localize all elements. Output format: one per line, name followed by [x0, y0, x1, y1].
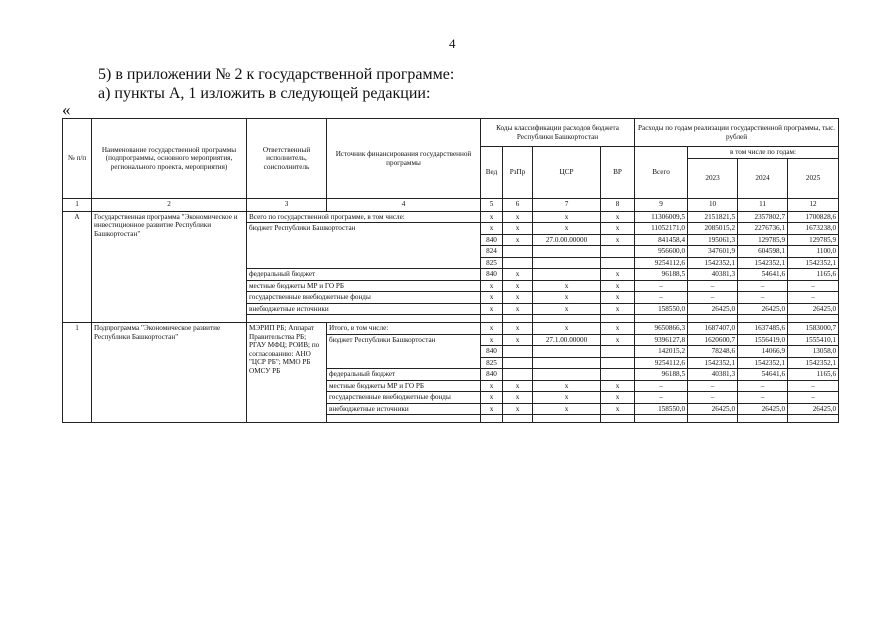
header-vr: ВР — [601, 147, 635, 199]
program-ved: 824 — [481, 246, 503, 257]
program-value: 1700828,6 — [788, 212, 839, 223]
subprogram-rzpr: x — [503, 380, 533, 391]
intro-line-2: а) пункты А, 1 изложить в следующей редакции: — [98, 85, 431, 102]
subprogram-value: 1542352,1 — [738, 357, 788, 368]
program-value: – — [688, 292, 738, 303]
subprogram-value: 1687407,0 — [688, 323, 738, 334]
subprogram-value: 26425,0 — [738, 403, 788, 414]
program-rzpr: x — [503, 269, 533, 280]
program-value: 2085015,2 — [688, 223, 738, 234]
subprogram-value: – — [788, 392, 839, 403]
subprogram-ved: 840 — [481, 346, 503, 357]
subprogram-value: 9396127,8 — [635, 334, 688, 345]
column-number: 12 — [788, 199, 839, 212]
subprogram-vr: x — [601, 380, 635, 391]
subprogram-value: 54641,6 — [738, 369, 788, 380]
subprogram-spacer-cell — [327, 415, 481, 423]
program-value: – — [635, 280, 688, 291]
header-rzpr: РзПр — [503, 147, 533, 199]
program-vr: x — [601, 280, 635, 291]
subprogram-value: 9254112,6 — [635, 357, 688, 368]
program-value: 1165,6 — [788, 269, 839, 280]
header-ved: Вед — [481, 147, 503, 199]
subprogram-vr: x — [601, 392, 635, 403]
subprogram-row — [63, 323, 839, 334]
subprogram-value: 1583000,7 — [788, 323, 839, 334]
subprogram-csr — [533, 369, 601, 380]
subprogram-name: Подпрограмма "Экономическое развитие Республики Башкортостан" — [92, 323, 247, 423]
program-value: 40381,3 — [688, 269, 738, 280]
subprogram-ved: x — [481, 334, 503, 345]
column-numbers-row — [63, 199, 839, 212]
program-value: 956600,0 — [635, 246, 688, 257]
program-vr: x — [601, 234, 635, 245]
subprogram-value: 13058,0 — [788, 346, 839, 357]
program-spacer-cell — [688, 315, 738, 323]
subprogram-value: – — [788, 380, 839, 391]
program-vr — [601, 257, 635, 268]
program-csr: x — [533, 223, 601, 234]
program-value: – — [738, 292, 788, 303]
subprogram-value: – — [688, 380, 738, 391]
program-value: – — [788, 292, 839, 303]
program-csr: 27.0.00.00000 — [533, 234, 601, 245]
column-number: 2 — [92, 199, 247, 212]
subprogram-vr: x — [601, 323, 635, 334]
subprogram-ved: 840 — [481, 369, 503, 380]
subprogram-rzpr: x — [503, 323, 533, 334]
program-rzpr: x — [503, 292, 533, 303]
program-source: местные бюджеты МР и ГО РБ — [247, 280, 481, 291]
subprogram-value: – — [635, 392, 688, 403]
subprogram-value: 26425,0 — [788, 403, 839, 414]
program-value: 1100,0 — [788, 246, 839, 257]
program-value: 604598,1 — [738, 246, 788, 257]
program-vr: x — [601, 303, 635, 314]
subprogram-vr — [601, 357, 635, 368]
program-value: 9254112,6 — [635, 257, 688, 268]
subprogram-spacer-cell — [533, 415, 601, 423]
program-source: внебюджетные источники — [247, 303, 481, 314]
subprogram-value: 1542352,1 — [688, 357, 738, 368]
opening-quote: « — [62, 100, 71, 119]
subprogram-value: 40381,3 — [688, 369, 738, 380]
program-ved: x — [481, 280, 503, 291]
header-year-2024: 2024 — [738, 159, 788, 199]
subprogram-value: – — [738, 392, 788, 403]
subprogram-value: 1555410,1 — [788, 334, 839, 345]
program-value: 54641,6 — [738, 269, 788, 280]
subprogram-spacer-cell — [601, 415, 635, 423]
subprogram-ved: x — [481, 323, 503, 334]
subprogram-vr — [601, 369, 635, 380]
subprogram-vr: x — [601, 334, 635, 345]
program-csr: x — [533, 303, 601, 314]
subprogram-value: 14066,9 — [738, 346, 788, 357]
program-value: 158550,0 — [635, 303, 688, 314]
program-csr — [533, 257, 601, 268]
subprogram-value: 26425,0 — [688, 403, 738, 414]
program-value: 2151821,5 — [688, 212, 738, 223]
page-number: 4 — [449, 36, 456, 51]
program-value: 1542352,1 — [688, 257, 738, 268]
program-vr: x — [601, 292, 635, 303]
header-year-2025: 2025 — [788, 159, 839, 199]
program-row — [63, 212, 839, 223]
program-rzpr: x — [503, 212, 533, 223]
subprogram-rzpr: x — [503, 334, 533, 345]
program-source: Всего по государственной программе, в том числе: — [247, 212, 481, 223]
program-value: 96188,5 — [635, 269, 688, 280]
subprogram-value: – — [688, 392, 738, 403]
program-num: А — [63, 212, 92, 323]
subprogram-value: 1556419,0 — [738, 334, 788, 345]
subprogram-value: 9650866,3 — [635, 323, 688, 334]
program-csr: x — [533, 212, 601, 223]
subprogram-rzpr: x — [503, 392, 533, 403]
subprogram-rzpr — [503, 369, 533, 380]
subprogram-csr — [533, 346, 601, 357]
subprogram-source: Итого, в том числе: — [327, 323, 481, 334]
program-value: – — [688, 280, 738, 291]
program-spacer-cell — [481, 315, 503, 323]
column-number: 4 — [327, 199, 481, 212]
program-table — [62, 118, 839, 423]
header-num: № п/п — [63, 119, 92, 199]
subprogram-source: государственные внебюджетные фонды — [327, 392, 481, 403]
program-ved: x — [481, 303, 503, 314]
program-rzpr: x — [503, 223, 533, 234]
program-value: 347601,9 — [688, 246, 738, 257]
subprogram-value: 1637485,6 — [738, 323, 788, 334]
program-rzpr — [503, 246, 533, 257]
subprogram-spacer-cell — [788, 415, 839, 423]
header-responsible: Ответственный исполнитель, соисполнитель — [247, 119, 327, 199]
program-rzpr: x — [503, 280, 533, 291]
program-ved: x — [481, 292, 503, 303]
subprogram-vr — [601, 346, 635, 357]
column-number: 6 — [503, 199, 533, 212]
program-name: Государственная программа "Экономическое и инвестиционное развитие Республики Башкортостан" — [92, 212, 247, 323]
header-codes: Коды классификации расходов бюджета Республики Башкортостан — [481, 119, 635, 147]
subprogram-ved: 825 — [481, 357, 503, 368]
program-spacer-cell — [788, 315, 839, 323]
subprogram-ved: x — [481, 380, 503, 391]
column-number: 5 — [481, 199, 503, 212]
header-name: Наименование государственной программы (подпрограммы, основного мероприятия, регионального проекта, мероприятия) — [92, 119, 247, 199]
program-ved: x — [481, 212, 503, 223]
program-source: государственные внебюджетные фонды — [247, 292, 481, 303]
subprogram-csr: x — [533, 392, 601, 403]
subprogram-vr: x — [601, 403, 635, 414]
program-source: федеральный бюджет — [247, 269, 481, 280]
program-ved: 825 — [481, 257, 503, 268]
subprogram-csr: x — [533, 323, 601, 334]
program-value: 11052171,0 — [635, 223, 688, 234]
column-number: 1 — [63, 199, 92, 212]
subprogram-ved: x — [481, 392, 503, 403]
subprogram-value: 1165,6 — [788, 369, 839, 380]
program-vr: x — [601, 223, 635, 234]
program-spacer-cell — [738, 315, 788, 323]
subprogram-ved: x — [481, 403, 503, 414]
program-value: 841458,4 — [635, 234, 688, 245]
header-total: Всего — [635, 147, 688, 199]
subprogram-rzpr: x — [503, 403, 533, 414]
subprogram-value: 1620600,7 — [688, 334, 738, 345]
subprogram-spacer-cell — [688, 415, 738, 423]
subprogram-rzpr — [503, 346, 533, 357]
program-value: 2357802,7 — [738, 212, 788, 223]
program-rzpr: x — [503, 303, 533, 314]
program-value: – — [635, 292, 688, 303]
program-spacer-cell — [601, 315, 635, 323]
header-csr: ЦСР — [533, 147, 601, 199]
program-ved: 840 — [481, 234, 503, 245]
program-vr — [601, 246, 635, 257]
subprogram-csr: x — [533, 380, 601, 391]
subprogram-num: 1 — [63, 323, 92, 423]
subprogram-spacer-cell — [503, 415, 533, 423]
subprogram-value: – — [635, 380, 688, 391]
subprogram-value: 142015,2 — [635, 346, 688, 357]
intro-line-1: 5) в приложении № 2 к государственной программе: — [98, 66, 455, 83]
program-spacer-cell — [503, 315, 533, 323]
program-value: 26425,0 — [688, 303, 738, 314]
header-by-year: в том числе по годам: — [688, 147, 839, 159]
program-csr — [533, 269, 601, 280]
program-value: 1673238,0 — [788, 223, 839, 234]
header-expenses: Расходы по годам реализации государственной программы, тыс. рублей — [635, 119, 839, 147]
program-vr: x — [601, 269, 635, 280]
program-spacer-cell — [635, 315, 688, 323]
program-source: бюджет Республики Башкортостан — [247, 223, 481, 269]
program-value: 195061,3 — [688, 234, 738, 245]
subprogram-value: 1542352,1 — [788, 357, 839, 368]
subprogram-csr: 27.1.00.00000 — [533, 334, 601, 345]
subprogram-spacer-cell — [635, 415, 688, 423]
program-value: 2276736,1 — [738, 223, 788, 234]
program-value: – — [738, 280, 788, 291]
subprogram-source: внебюджетные источники — [327, 403, 481, 414]
subprogram-value: 78248,6 — [688, 346, 738, 357]
program-rzpr — [503, 257, 533, 268]
subprogram-value: – — [738, 380, 788, 391]
program-value: – — [788, 280, 839, 291]
column-number: 11 — [738, 199, 788, 212]
subprogram-spacer-cell — [481, 415, 503, 423]
program-value: 26425,0 — [738, 303, 788, 314]
subprogram-source: местные бюджеты МР и ГО РБ — [327, 380, 481, 391]
subprogram-responsible: МЭРИП РБ; Аппарат Правительства РБ; РГАУ МФЦ; РОИВ; по согласованию: АНО "ЦСР РБ"; ММО РБ ОМСУ РБ — [247, 323, 327, 423]
subprogram-csr — [533, 357, 601, 368]
column-number: 9 — [635, 199, 688, 212]
program-value: 11306009,5 — [635, 212, 688, 223]
column-number: 3 — [247, 199, 327, 212]
program-value: 129785,9 — [788, 234, 839, 245]
header-year-2023: 2023 — [688, 159, 738, 199]
program-csr: x — [533, 280, 601, 291]
column-number: 8 — [601, 199, 635, 212]
program-value: 1542352,1 — [738, 257, 788, 268]
program-value: 26425,0 — [788, 303, 839, 314]
subprogram-source: бюджет Республики Башкортостан — [327, 334, 481, 368]
program-vr: x — [601, 212, 635, 223]
column-number: 7 — [533, 199, 601, 212]
program-value: 1542352,1 — [788, 257, 839, 268]
subprogram-value: 158550,0 — [635, 403, 688, 414]
program-csr: x — [533, 292, 601, 303]
subprogram-value: 96188,5 — [635, 369, 688, 380]
program-spacer-cell — [533, 315, 601, 323]
program-ved: 840 — [481, 269, 503, 280]
subprogram-source: федеральный бюджет — [327, 369, 481, 380]
program-value: 129785,9 — [738, 234, 788, 245]
program-ved: x — [481, 223, 503, 234]
header-source: Источник финансирования государственной программы — [327, 119, 481, 199]
program-rzpr: x — [503, 234, 533, 245]
program-spacer-cell — [247, 315, 481, 323]
program-csr — [533, 246, 601, 257]
subprogram-spacer-cell — [738, 415, 788, 423]
subprogram-rzpr — [503, 357, 533, 368]
subprogram-csr: x — [533, 403, 601, 414]
column-number: 10 — [688, 199, 738, 212]
